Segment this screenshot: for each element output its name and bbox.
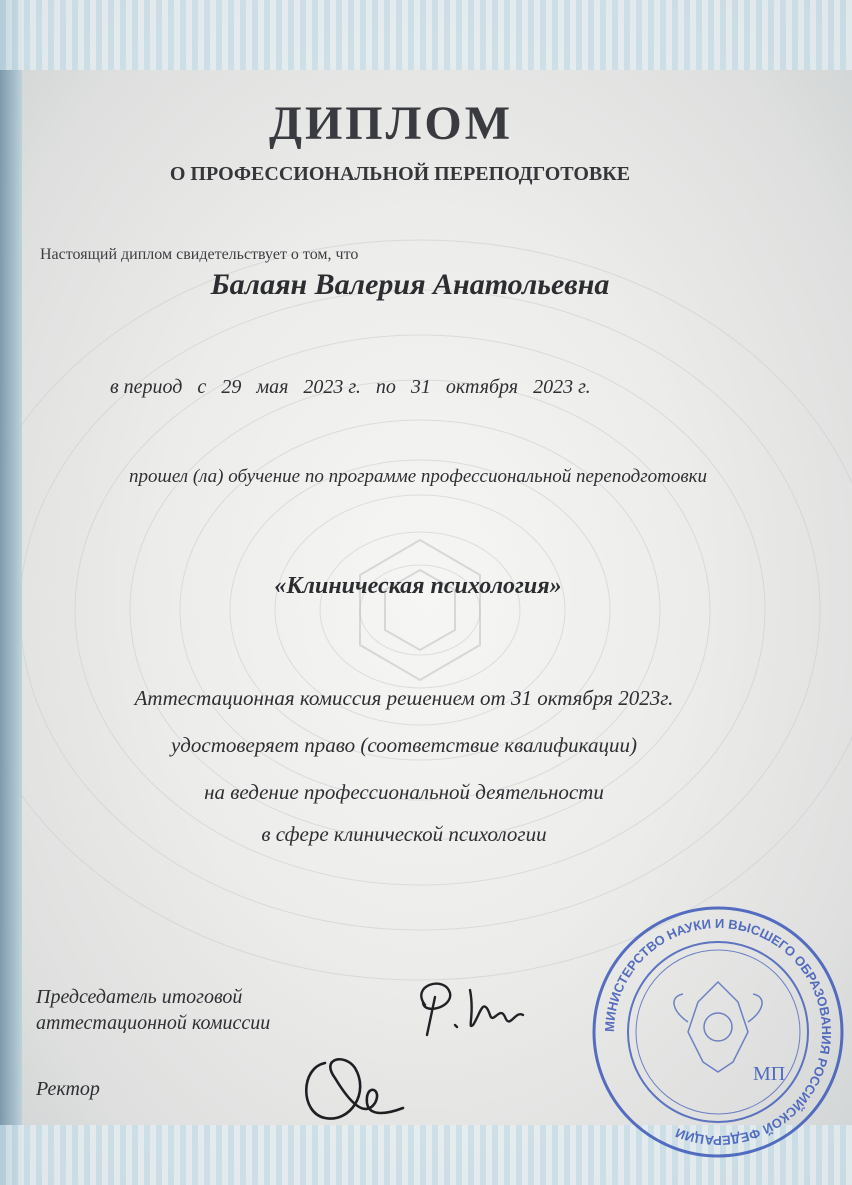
certifies-right-line: удостоверяет право (соответствие квалификации) <box>171 733 637 757</box>
rector-label: Ректор <box>36 1078 100 1100</box>
seal-ring-text: МИНИСТЕРСТВО НАУКИ И ВЫСШЕГО ОБРАЗОВАНИЯ РОССИЙСКОЙ ФЕДЕРАЦИИ <box>601 915 835 1149</box>
seal-center-text: МП <box>753 1063 786 1085</box>
period-from-year: 2023 г. <box>303 376 361 398</box>
chairman-signature <box>405 975 535 1045</box>
diploma-subtitle: О ПРОФЕССИОНАЛЬНОЙ ПЕРЕПОДГОТОВКЕ <box>169 163 631 185</box>
program-title: «Клиническая психология» <box>274 573 562 599</box>
period-to-month: октября <box>445 376 519 398</box>
recipient-name: Балаян Валерия Анатольевна <box>210 268 610 301</box>
chairman-label-line2: аттестационной комиссии <box>36 1012 271 1034</box>
activity-sphere-line: в сфере клинической психологии <box>261 822 547 846</box>
period-to-day: 31 <box>410 376 431 398</box>
official-seal <box>588 902 848 1162</box>
period-to-year: 2023 г. <box>533 376 591 398</box>
professional-activity-line: на ведение профессиональной деятельности <box>204 780 604 804</box>
period-to-word: по <box>375 376 396 398</box>
period-from-word: с <box>197 376 207 398</box>
period-from-month: мая <box>256 376 289 398</box>
top-border-ornament <box>0 0 852 70</box>
svg-text:МИНИСТЕРСТВО НАУКИ И ВЫСШЕГО О <box>602 916 834 1148</box>
period-from-day: 29 <box>221 376 242 398</box>
rector-signature <box>295 1048 425 1133</box>
chairman-label-line1: Председатель итоговой <box>36 986 243 1008</box>
commission-decision-line: Аттестационная комиссия решением от 31 октября 2023г. <box>134 686 674 710</box>
course-line: прошел (ла) обучение по программе профессиональной переподготовки <box>128 466 707 487</box>
period-prefix: в период <box>110 376 183 398</box>
diploma-title: ДИПЛОМ <box>268 97 514 150</box>
intro-text: Настоящий диплом свидетельствует о том, что <box>40 246 359 263</box>
study-period <box>110 376 601 399</box>
